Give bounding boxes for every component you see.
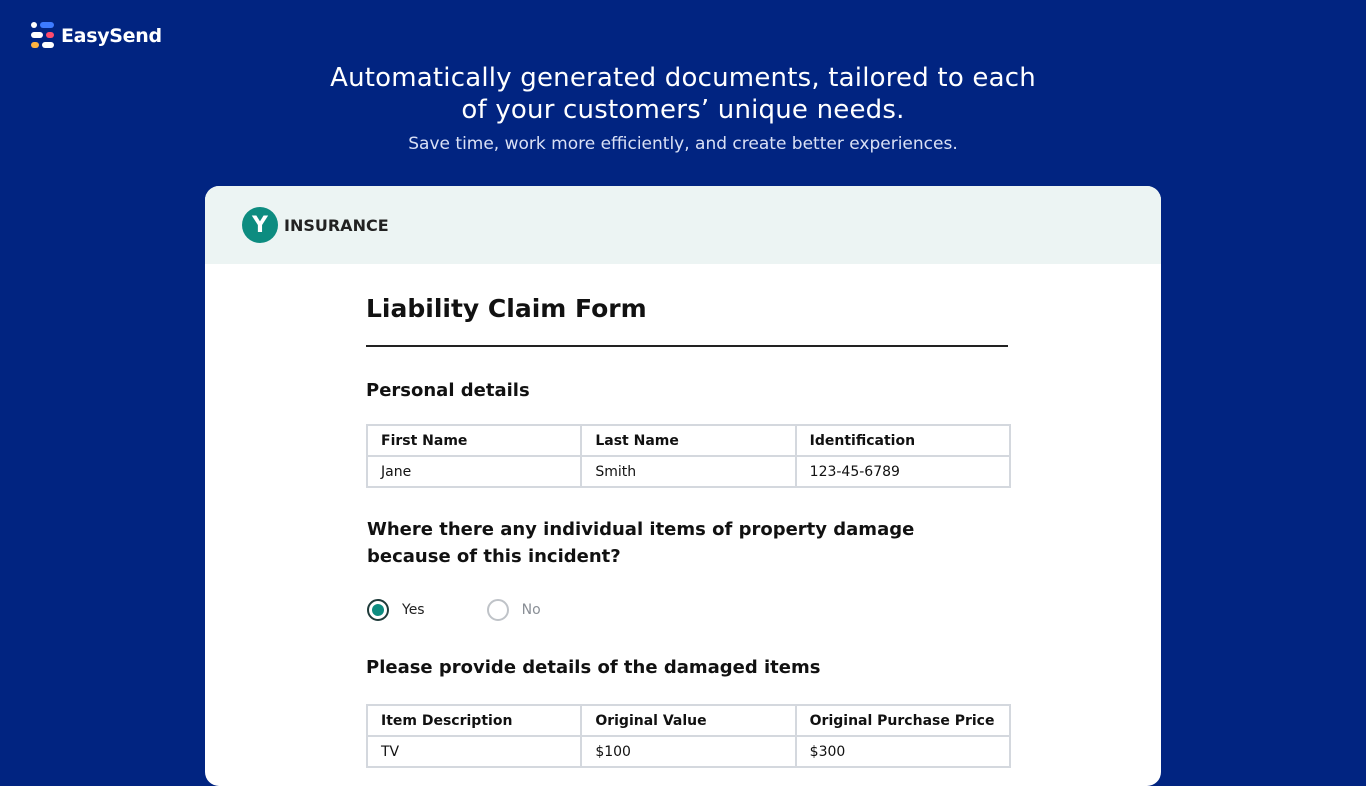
hero-title bbox=[0, 62, 1366, 126]
brand-name: EasySend bbox=[61, 24, 162, 47]
column-item-description: Item Description bbox=[367, 705, 581, 736]
radio-no-label: No bbox=[521, 602, 541, 618]
column-original-purchase-price: Original Purchase Price bbox=[796, 705, 1010, 736]
last-name-field[interactable]: Smith bbox=[581, 456, 795, 487]
card-header bbox=[205, 186, 1161, 264]
table-header-row bbox=[367, 705, 1010, 736]
original-value-field[interactable]: $100 bbox=[581, 736, 795, 767]
title-divider bbox=[366, 345, 1008, 347]
first-name-field[interactable]: Jane bbox=[367, 456, 581, 487]
radio-yes[interactable] bbox=[367, 599, 425, 621]
hero-title-line-1: Automatically generated documents, tailored to each bbox=[330, 63, 1036, 93]
company-name: INSURANCE bbox=[284, 215, 389, 235]
damaged-items-heading: Please provide details of the damaged items bbox=[366, 657, 821, 678]
personal-details-heading: Personal details bbox=[366, 380, 530, 401]
table-row bbox=[367, 736, 1010, 767]
column-last-name: Last Name bbox=[581, 425, 795, 456]
brand-logo[interactable] bbox=[31, 22, 162, 49]
original-purchase-price-field[interactable]: $300 bbox=[796, 736, 1010, 767]
property-damage-question: Where there any individual items of property damage because of this incident? bbox=[367, 519, 915, 567]
identification-field[interactable]: 123-45-6789 bbox=[796, 456, 1010, 487]
radio-selected-icon[interactable] bbox=[367, 599, 389, 621]
form-card bbox=[205, 186, 1161, 786]
form-title: Liability Claim Form bbox=[366, 294, 647, 323]
column-original-value: Original Value bbox=[581, 705, 795, 736]
radio-unselected-icon[interactable] bbox=[487, 599, 509, 621]
radio-yes-label: Yes bbox=[402, 602, 425, 618]
personal-details-table bbox=[366, 424, 1011, 488]
damaged-items-table bbox=[366, 704, 1011, 768]
table-row bbox=[367, 456, 1010, 487]
table-header-row bbox=[367, 425, 1010, 456]
radio-no[interactable] bbox=[487, 599, 541, 621]
item-description-field[interactable]: TV bbox=[367, 736, 581, 767]
column-first-name: First Name bbox=[367, 425, 581, 456]
hero-subtitle: Save time, work more efficiently, and create better experiences. bbox=[408, 134, 958, 154]
hero-title-line-2: of your customers’ unique needs. bbox=[461, 95, 905, 125]
insurance-logo-icon: Y bbox=[242, 207, 278, 243]
column-identification: Identification bbox=[796, 425, 1010, 456]
property-damage-radio-group bbox=[367, 599, 541, 621]
easysend-logo-icon bbox=[31, 22, 54, 49]
